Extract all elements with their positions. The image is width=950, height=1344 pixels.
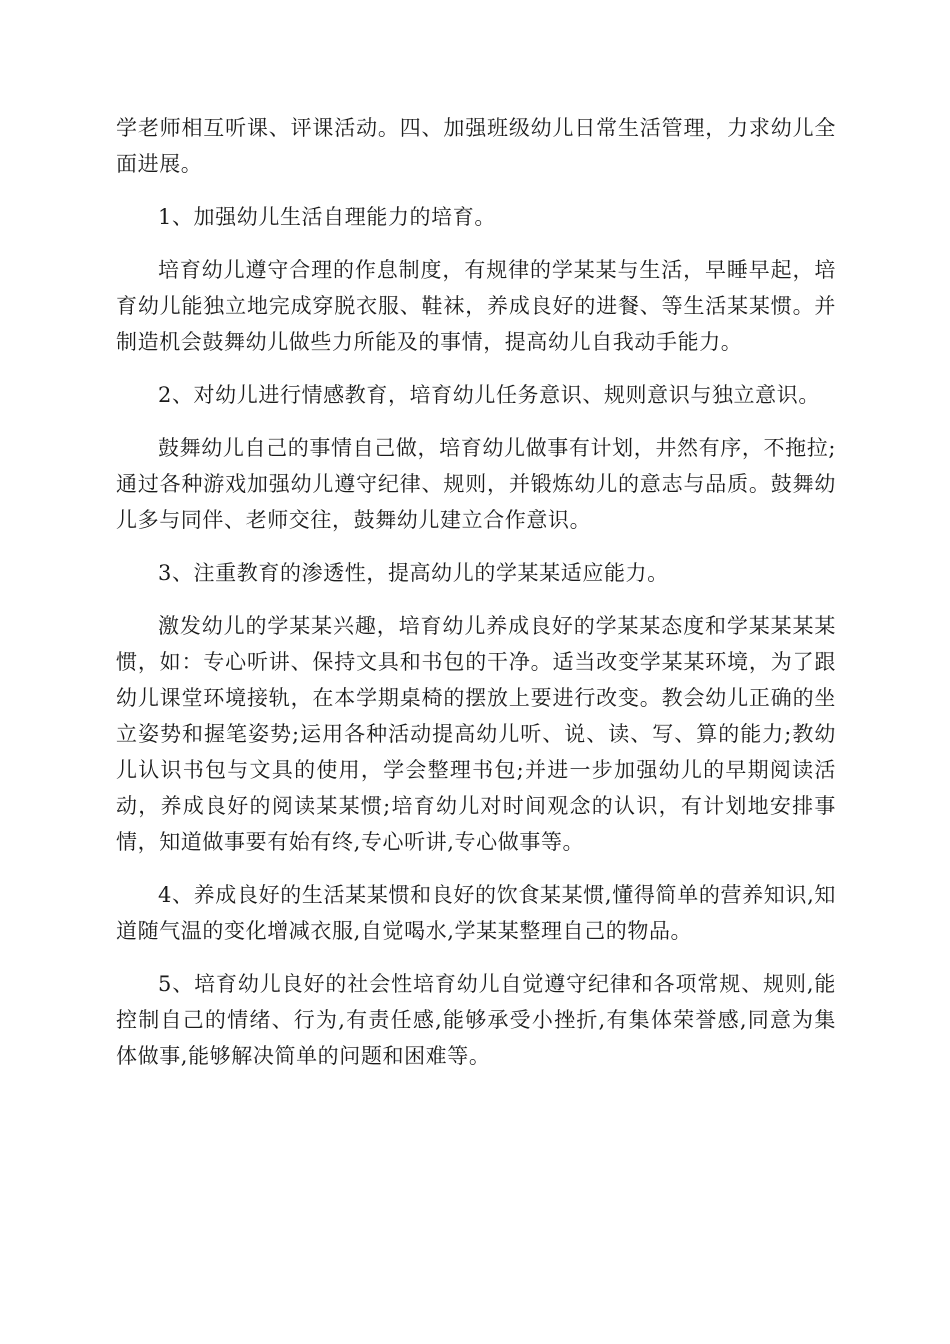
- paragraph-6-heading: 3、注重教育的渗透性，提高幼儿的学某某适应能力。: [158, 561, 669, 585]
- paragraph-3: 培育幼儿遵守合理的作息制度，有规律的学某某与生活，早睡早起，培育幼儿能独立地完成穿脱衣服、鞋袜，养成良好的进餐、等生活某某惯。并制造机会鼓舞幼儿做些力所能及的事情，提高幼儿自我动手能力。: [116, 258, 836, 354]
- paragraph-2-heading: 1、加强幼儿生活自理能力的培育。: [158, 205, 496, 229]
- paragraph-4-heading: 2、对幼儿进行情感教育，培育幼儿任务意识、规则意识与独立意识。: [158, 383, 820, 407]
- document-body: [116, 110, 836, 1091]
- paragraph-7: 激发幼儿的学某某兴趣，培育幼儿养成良好的学某某态度和学某某某某惯，如：专心听讲、保持文具和书包的干净。适当改变学某某环境，为了跟幼儿课堂环境接轨，在本学期桌椅的摆放上要进行改变。教会幼儿正确的坐立姿势和握笔姿势;运用各种活动提高幼儿听、说、读、写、算的能力;教幼儿认识书包与文具的使用，学会整理书包;并进一步加强幼儿的早期阅读活动，养成良好的阅读某某惯;培育幼儿对时间观念的认识，有计划地安排事情，知道做事要有始有终,专心听讲,专心做事等。: [116, 614, 836, 854]
- paragraph-9: 5、培育幼儿良好的社会性培育幼儿自觉遵守纪律和各项常规、规则,能控制自己的情绪、行为,有责任感,能够承受小挫折,有集体荣誉感,同意为集体做事,能够解决简单的问题和困难等。: [116, 972, 836, 1068]
- paragraph-8: 4、养成良好的生活某某惯和良好的饮食某某惯,懂得简单的营养知识,知道随气温的变化增减衣服,自觉喝水,学某某整理自己的物品。: [116, 883, 836, 943]
- paragraph-1: 学老师相互听课、评课活动。四、加强班级幼儿日常生活管理，力求幼儿全面进展。: [116, 116, 836, 176]
- paragraph-5: 鼓舞幼儿自己的事情自己做，培育幼儿做事有计划，井然有序，不拖拉;通过各种游戏加强幼儿遵守纪律、规则，并锻炼幼儿的意志与品质。鼓舞幼儿多与同伴、老师交往，鼓舞幼儿建立合作意识。: [116, 436, 836, 532]
